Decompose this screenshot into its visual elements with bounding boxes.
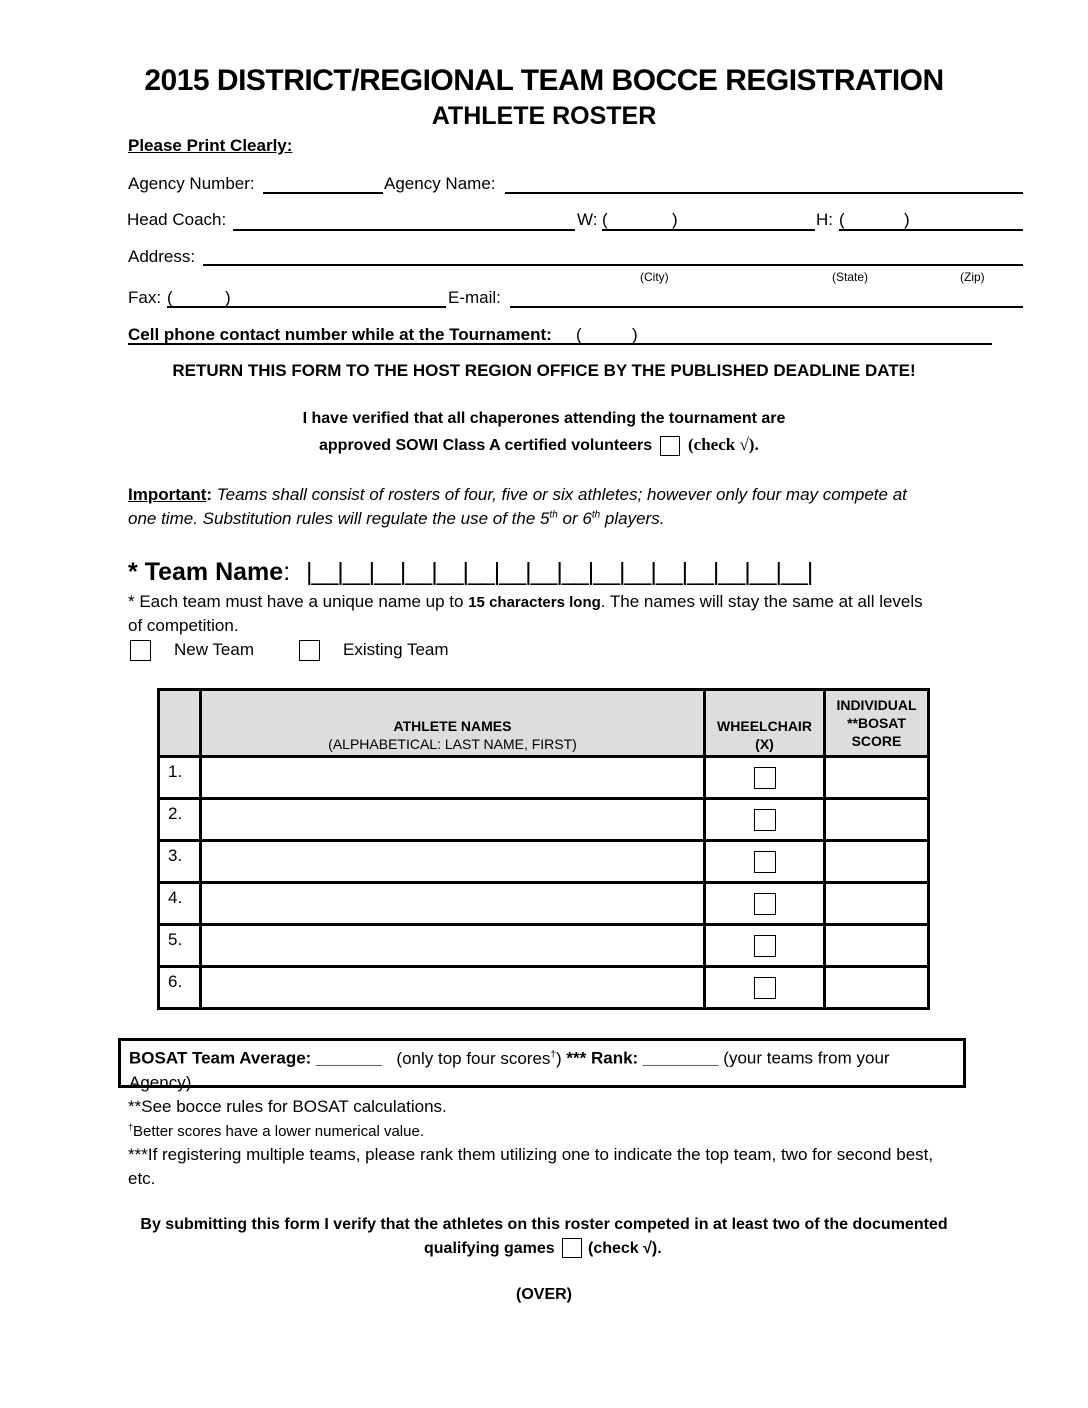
zip-caption: (Zip) — [960, 270, 985, 284]
wheelchair-checkbox[interactable] — [754, 893, 776, 915]
new-team-label: New Team — [174, 640, 254, 659]
home-phone-field[interactable] — [839, 229, 1023, 231]
bosat-score-cell[interactable] — [825, 757, 929, 799]
roster-row-number: 6. — [159, 967, 201, 1009]
home-phone-area-open: ( — [839, 210, 845, 229]
wheelchair-checkbox[interactable] — [754, 977, 776, 999]
fax-label: Fax: — [128, 288, 162, 307]
roster-row — [159, 883, 929, 925]
state-caption: (State) — [832, 270, 869, 284]
email-label: E-mail: — [448, 288, 501, 307]
wheelchair-header: WHEELCHAIR (X) — [705, 690, 825, 757]
bosat-score-cell[interactable] — [825, 883, 929, 925]
roster-row-number: 3. — [159, 841, 201, 883]
home-phone-label: H: — [816, 210, 833, 229]
address-label: Address: — [128, 247, 196, 266]
roster-row-number: 1. — [159, 757, 201, 799]
athlete-name-cell[interactable] — [201, 841, 705, 883]
fax-area-close: ) — [225, 288, 231, 307]
rank-note: (your teams from your Agency) — [129, 1048, 890, 1092]
city-caption: (City) — [640, 270, 669, 284]
work-phone-area-open: ( — [602, 210, 608, 229]
home-phone-area-close: ) — [904, 210, 910, 229]
email-field[interactable] — [510, 306, 1023, 308]
footnote-better-scores: †Better scores have a lower numerical value. — [128, 1122, 424, 1140]
team-name-heading: * Team Name: — [128, 558, 291, 586]
bosat-team-average-box — [118, 1038, 966, 1092]
new-team-checkbox[interactable] — [130, 640, 151, 661]
team-name-note-cont: of competition. — [128, 616, 239, 635]
bosat-average-label[interactable]: BOSAT Team Average: _______ — [129, 1048, 383, 1068]
athlete-name-cell[interactable] — [201, 967, 705, 1009]
qualifying-games-checkbox[interactable] — [562, 1238, 582, 1258]
wheelchair-cell — [705, 757, 825, 799]
return-form-notice: RETURN THIS FORM TO THE HOST REGION OFFICE BY THE PUBLISHED DEADLINE DATE! — [172, 361, 916, 380]
head-coach-field[interactable] — [233, 229, 575, 231]
cell-area-close: ) — [632, 325, 638, 344]
roster-row — [159, 925, 929, 967]
qualifying-check-hint: (check √). — [588, 1240, 662, 1257]
agency-number-label: Agency Number: — [128, 174, 255, 193]
page-subtitle: ATHLETE ROSTER — [431, 102, 657, 130]
athlete-name-cell[interactable] — [201, 883, 705, 925]
wheelchair-cell — [705, 967, 825, 1009]
important-colon: : — [206, 485, 213, 504]
row-number-header — [159, 690, 201, 757]
work-phone-label: W: — [577, 210, 598, 229]
wheelchair-cell — [705, 799, 825, 841]
footnote-ranking-cont: etc. — [128, 1169, 156, 1188]
bosat-score-cell[interactable] — [825, 967, 929, 1009]
team-name-slots[interactable]: |__|__|__|__|__|__|__|__|__|__|__|__|__|__|__|__| — [306, 558, 813, 586]
athlete-name-cell[interactable] — [201, 925, 705, 967]
roster-row — [159, 757, 929, 799]
roster-header-row — [159, 690, 929, 757]
athlete-name-cell[interactable] — [201, 799, 705, 841]
bosat-score-cell[interactable] — [825, 841, 929, 883]
cell-area-open: ( — [576, 325, 582, 344]
wheelchair-cell — [705, 841, 825, 883]
bosat-average-note: (only top four scores†) — [396, 1048, 562, 1068]
existing-team-checkbox[interactable] — [299, 640, 320, 661]
cell-phone-field[interactable] — [128, 343, 992, 345]
work-phone-field[interactable] — [602, 229, 815, 231]
wheelchair-checkbox[interactable] — [754, 767, 776, 789]
roster-row — [159, 799, 929, 841]
important-text-line1: Teams shall consist of rosters of four, five or six athletes; however only four may compete at — [216, 485, 907, 504]
footnote-bosat: **See bocce rules for BOSAT calculations. — [128, 1097, 447, 1116]
bosat-score-cell[interactable] — [825, 925, 929, 967]
roster-row-number: 5. — [159, 925, 201, 967]
closing-statement-line1: By submitting this form I verify that the athletes on this roster competed in at least two of the documented — [140, 1216, 948, 1233]
important-text-line2: one time. Substitution rules will regulate the use of the 5th or 6th players. — [128, 509, 665, 528]
wheelchair-checkbox[interactable] — [754, 935, 776, 957]
address-field[interactable] — [203, 264, 1023, 266]
roster-row — [159, 841, 929, 883]
chaperone-check-hint: (check √). — [688, 435, 759, 454]
team-name-note: * Each team must have a unique name up to 15 characters long. The names will stay the same at all levels — [128, 592, 923, 611]
agency-name-field[interactable] — [505, 192, 1023, 194]
verify-chaperones-line2: approved SOWI Class A certified volunteers — [319, 437, 653, 454]
bosat-score-cell[interactable] — [825, 799, 929, 841]
cell-phone-label: Cell phone contact number while at the Tournament: — [128, 325, 552, 344]
bosat-score-header: INDIVIDUAL **BOSAT SCORE — [825, 690, 929, 757]
over-label: (OVER) — [516, 1286, 572, 1303]
print-clearly-label: Please Print Clearly: — [128, 136, 293, 155]
agency-name-label: Agency Name: — [384, 174, 496, 193]
footnote-ranking: ***If registering multiple teams, please rank them utilizing one to indicate the top team, two for second best, — [128, 1145, 934, 1164]
page-title: 2015 DISTRICT/REGIONAL TEAM BOCCE REGISTRATION — [144, 64, 944, 97]
athlete-names-header: ATHLETE NAMES (ALPHABETICAL: LAST NAME, FIRST) — [201, 690, 705, 757]
roster-row — [159, 967, 929, 1009]
work-phone-area-close: ) — [672, 210, 678, 229]
fax-area-open: ( — [167, 288, 173, 307]
roster-row-number: 4. — [159, 883, 201, 925]
rank-label[interactable]: *** Rank: ________ — [566, 1048, 719, 1068]
athlete-roster-table — [157, 688, 930, 1010]
closing-statement-line2: qualifying games — [424, 1240, 555, 1257]
fax-field[interactable] — [167, 306, 446, 308]
wheelchair-cell — [705, 925, 825, 967]
chaperone-checkbox[interactable] — [660, 436, 680, 456]
head-coach-label: Head Coach: — [127, 210, 227, 229]
roster-row-number: 2. — [159, 799, 201, 841]
athlete-name-cell[interactable] — [201, 757, 705, 799]
wheelchair-checkbox[interactable] — [754, 809, 776, 831]
wheelchair-checkbox[interactable] — [754, 851, 776, 873]
verify-chaperones-line1: I have verified that all chaperones attending the tournament are — [302, 410, 786, 427]
important-label: Important — [128, 485, 207, 504]
existing-team-label: Existing Team — [343, 640, 449, 659]
agency-number-field[interactable] — [263, 192, 383, 194]
wheelchair-cell — [705, 883, 825, 925]
